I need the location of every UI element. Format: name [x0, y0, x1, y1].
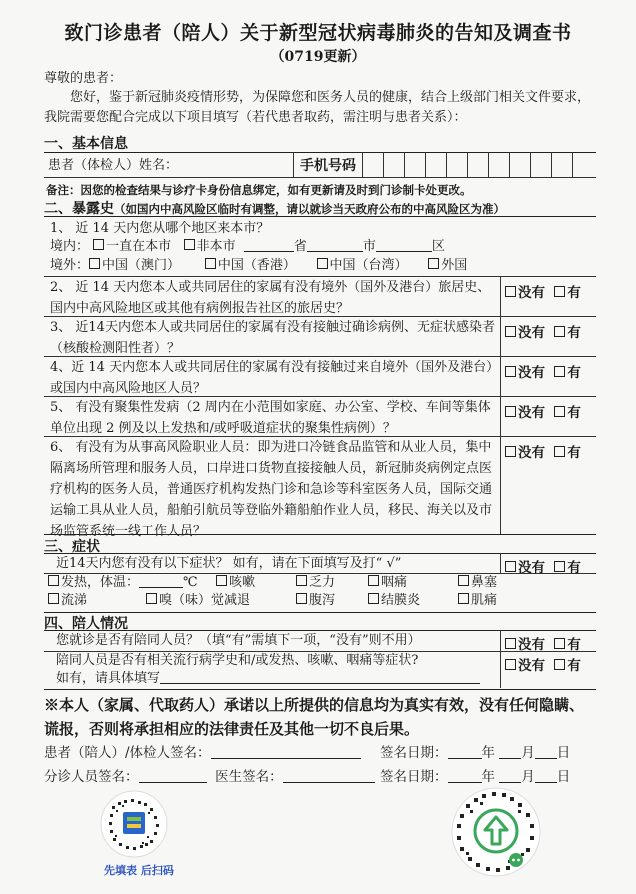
companion-question: 您就诊是否有陪同人员？（填“有”需填下一项，“没有”则不用）	[56, 633, 421, 648]
symptom-myalgia	[458, 592, 497, 610]
q1-text: 1、 近 14 天内您从哪个地区来本市？	[50, 221, 270, 236]
patient-name-field[interactable]	[178, 155, 288, 175]
q6-answer	[505, 441, 581, 461]
declaration: ※本人（家属、代取药人）承诺以上所提供的信息均为真实有效，没有任何隐瞒、谎报，否则将承担相应的法律责任及其他一切不良后果。	[44, 696, 585, 738]
checkbox[interactable]	[428, 258, 439, 269]
checkbox-yes[interactable]	[554, 561, 565, 572]
symptom-myalgia-label: 肌痛	[471, 593, 498, 608]
province-label: 省	[293, 239, 307, 254]
triage-signature-field[interactable]	[139, 770, 207, 783]
phone-digit-cell	[530, 152, 553, 177]
symptom-row-1	[48, 574, 198, 592]
section2-heading-note: （如国内中高风险区临时有调整，请以就诊当天政府公布的中高风险区为准）	[114, 202, 505, 216]
rule	[44, 689, 596, 690]
checkbox-yes[interactable]	[554, 326, 565, 337]
companion-symptom-question: 陪同人员是否有相关流行病学史和/或发热、咳嗽、咽痛等症状?	[56, 653, 419, 668]
day-label: 日	[556, 769, 571, 785]
q1-abroad-row	[50, 257, 467, 275]
intro-paragraph: 您好，鉴于新冠肺炎疫情形势，为保障您和医务人员的健康，结合上级部门相关文件要求，我院需要您配合完成以下项目填写（若代患者取药，需注明与患者关系）：	[44, 90, 591, 125]
phone-digit-cell	[383, 152, 406, 177]
q5-text: 5、 有没有聚集性发病（2 周内在小范围如家庭、办公室、学校、车间等集体单位出现 2 例及以上发热和/或呼吸道症状的聚集性病例）？	[50, 400, 491, 436]
phone-digit-cell	[509, 152, 532, 177]
checkbox-no[interactable]	[505, 659, 516, 670]
patient-signature-row	[44, 741, 361, 761]
month-label: 月	[521, 745, 535, 761]
companion-symptom-answer	[505, 654, 581, 674]
checkbox[interactable]	[89, 258, 100, 269]
answer-yes: 有	[567, 560, 581, 576]
rule	[500, 630, 501, 688]
symptom-runny-nose-label: 流涕	[61, 593, 88, 608]
checkbox-yes[interactable]	[554, 406, 565, 417]
symptom-cough-label: 咳嗽	[229, 575, 256, 590]
patient-signature-field[interactable]	[211, 746, 361, 759]
checkbox[interactable]	[368, 593, 379, 604]
year-label: 年	[481, 769, 495, 785]
checkbox[interactable]	[93, 239, 104, 250]
city-label: 市	[362, 239, 376, 254]
phone-input[interactable]	[362, 152, 596, 177]
section1-note: 备注：因您的检查结果与诊疗卡身份信息绑定，如有更新请及时到门诊制卡处更改。	[46, 183, 472, 197]
staff-signature-row	[44, 765, 375, 785]
section2-heading	[44, 198, 505, 218]
checkbox-no[interactable]	[505, 366, 516, 377]
answer-yes: 有	[567, 285, 581, 301]
q4-answer	[505, 361, 581, 381]
q1-abroad-label: 境外：	[50, 258, 90, 273]
checkbox[interactable]	[368, 575, 379, 586]
symptom-sore-throat	[368, 574, 407, 592]
answer-yes: 有	[567, 365, 581, 381]
checkbox-no[interactable]	[505, 406, 516, 417]
symptom-fatigue	[296, 574, 335, 592]
section3-heading: 三、症状	[44, 539, 100, 555]
temperature-field[interactable]	[139, 575, 183, 588]
symptom-cough	[216, 574, 255, 592]
symptom-diarrhea	[296, 592, 335, 610]
month-field[interactable]	[499, 746, 521, 759]
section3-question: 近14天内您有没有以下症状？ 如有，请在下面填写及打“ √”	[56, 556, 402, 571]
checkbox[interactable]	[216, 575, 227, 586]
companion-answer	[505, 633, 581, 653]
q4-text: 4、近 14 天内您本人或共同居住的家属有没有接触过来自境外（国外及港台）或国内中高风险地区人员？	[50, 360, 493, 396]
symptom-conjunctivitis-label: 结膜炎	[381, 593, 421, 608]
checkbox[interactable]	[458, 575, 469, 586]
checkbox-yes[interactable]	[554, 659, 565, 670]
q1-opt-local: 一直在本市	[106, 239, 172, 254]
date-row-1	[380, 741, 570, 761]
section2-title: 二、暴露史	[44, 201, 114, 217]
checkbox-no[interactable]	[505, 638, 516, 649]
date-label: 签名日期：	[380, 745, 448, 761]
answer-yes: 有	[567, 658, 581, 674]
month-label: 月	[521, 769, 535, 785]
phone-digit-cell	[467, 152, 490, 177]
symptom-smell-label: 嗅（味）觉减退	[159, 593, 251, 608]
symptom-fatigue-label: 乏力	[309, 575, 336, 590]
phone-label: 手机号码	[300, 158, 356, 174]
day-label: 日	[556, 745, 571, 761]
answer-no: 没有	[518, 405, 545, 421]
checkbox-no[interactable]	[505, 561, 516, 572]
q6-text: 6、 有没有为从事高风险职业人员：即为进口冷链食品监管和从业人员，集中隔离场所管理和服务人员，口岸进口货物直接接触人员，新冠肺炎病例定点医疗机构的医务人员，普通医疗机构发热门诊和急诊等科室医务人员，国际交通运输工具从业人员，船舶引航员等登临外籍船舶作业人员，移民、海关以及市场监管系统一线工作人员？	[50, 440, 493, 539]
q2-answer	[505, 281, 581, 301]
section4-heading: 四、陪人情况	[44, 616, 128, 632]
right-qr-code[interactable]	[446, 786, 546, 878]
q1-opt-nonlocal: 非本市	[196, 239, 236, 254]
q3-text: 3、 近14天内您本人或共同居住的家属有没有接触过确诊病例、无症状感染者（核酸检测阳性者）？	[50, 320, 495, 356]
answer-no: 没有	[518, 637, 545, 653]
day-field[interactable]	[535, 746, 557, 759]
patient-sign-label: 患者（陪人）/体检人签名：	[44, 745, 211, 761]
q1-opt-macau: 中国（澳门）	[102, 258, 181, 273]
province-field[interactable]	[244, 239, 294, 252]
answer-no: 没有	[518, 445, 545, 461]
q3-answer	[505, 321, 581, 341]
symptom-sore-throat-label: 咽痛	[381, 575, 408, 590]
left-qr-caption: 先填表 后扫码	[104, 864, 174, 877]
symptom-diarrhea-label: 腹泻	[309, 593, 336, 608]
checkbox-no[interactable]	[505, 326, 516, 337]
symptom-runny-nose	[48, 592, 87, 610]
checkbox[interactable]	[296, 575, 307, 586]
doctor-signature-field[interactable]	[283, 770, 375, 783]
phone-digit-cell	[572, 152, 595, 177]
triage-sign-label: 分诊人员签名：	[44, 769, 139, 785]
q1-domestic-label: 境内：	[50, 239, 90, 254]
companion-detail-label: 如有，请具体填写	[56, 671, 161, 686]
phone-digit-cell	[425, 152, 448, 177]
answer-no: 没有	[518, 325, 545, 341]
checkbox[interactable]	[48, 575, 59, 586]
q1-opt-foreign: 外国	[441, 258, 468, 273]
rule	[44, 534, 596, 535]
section1-heading: 一、基本信息	[44, 136, 128, 152]
rule	[500, 276, 501, 534]
answer-yes: 有	[567, 637, 581, 653]
phone-digit-cell	[404, 152, 427, 177]
answer-yes: 有	[567, 405, 581, 421]
patient-name-label: 患者（体检人）姓名：	[48, 158, 179, 173]
rule	[293, 152, 294, 177]
phone-digit-cell	[488, 152, 511, 177]
symptom-fever: 发热，体温：	[61, 575, 140, 590]
symptom-smell	[146, 592, 250, 610]
checkbox[interactable]	[48, 593, 59, 604]
rule	[44, 216, 596, 217]
q1-domestic-row	[50, 238, 445, 256]
year-field[interactable]	[448, 770, 482, 783]
companion-detail-field[interactable]	[160, 671, 480, 684]
left-qr-code[interactable]	[98, 790, 170, 858]
checkbox-yes[interactable]	[554, 446, 565, 457]
phone-digit-cell	[362, 152, 385, 177]
checkbox[interactable]	[458, 593, 469, 604]
answer-no: 没有	[518, 658, 545, 674]
greeting: 尊敬的患者：	[44, 71, 123, 86]
symptom-nasal-label: 鼻塞	[471, 575, 498, 590]
temp-unit: ℃	[183, 575, 198, 590]
checkbox[interactable]	[146, 593, 157, 604]
companion-detail-row	[56, 670, 480, 688]
city-field[interactable]	[307, 239, 363, 252]
checkbox-yes[interactable]	[554, 286, 565, 297]
phone-digit-cell	[446, 152, 469, 177]
symptom-conjunctivitis	[368, 592, 420, 610]
rule	[44, 177, 596, 178]
checkbox-yes[interactable]	[554, 638, 565, 649]
answer-no: 没有	[518, 365, 545, 381]
date-row-2	[380, 765, 570, 785]
q1-opt-tw: 中国（台湾）	[329, 258, 408, 273]
checkbox[interactable]	[317, 258, 328, 269]
q2-text: 2、 近 14 天内您本人或共同居住的家属有没有境外（国外及港台）旅居史、国内中高风险地区或其他有病例报告社区的旅居史？	[50, 280, 491, 316]
rule	[44, 630, 596, 631]
answer-yes: 有	[567, 325, 581, 341]
checkbox[interactable]	[184, 239, 195, 250]
answer-no: 没有	[518, 560, 545, 576]
answer-no: 没有	[518, 285, 545, 301]
checkbox-no[interactable]	[505, 446, 516, 457]
year-field[interactable]	[448, 746, 482, 759]
symptom-nasal	[458, 574, 497, 592]
checkbox-yes[interactable]	[554, 366, 565, 377]
checkbox[interactable]	[296, 593, 307, 604]
form-subtitle: （0719更新）	[270, 49, 366, 65]
answer-yes: 有	[567, 445, 581, 461]
date-label: 签名日期：	[380, 769, 448, 785]
phone-digit-cell	[551, 152, 574, 177]
district-field[interactable]	[376, 239, 432, 252]
rule	[44, 553, 596, 554]
form-title: 致门诊患者（陪人）关于新型冠状病毒肺炎的告知及调查书	[64, 22, 572, 44]
rule	[500, 553, 501, 573]
year-label: 年	[481, 745, 495, 761]
checkbox-no[interactable]	[505, 286, 516, 297]
district-label: 区	[431, 239, 445, 254]
day-field[interactable]	[535, 770, 557, 783]
q5-answer	[505, 401, 581, 421]
month-field[interactable]	[499, 770, 521, 783]
doctor-sign-label: 医生签名：	[215, 769, 283, 785]
checkbox[interactable]	[205, 258, 216, 269]
q1-opt-hk: 中国（香港）	[217, 258, 296, 273]
